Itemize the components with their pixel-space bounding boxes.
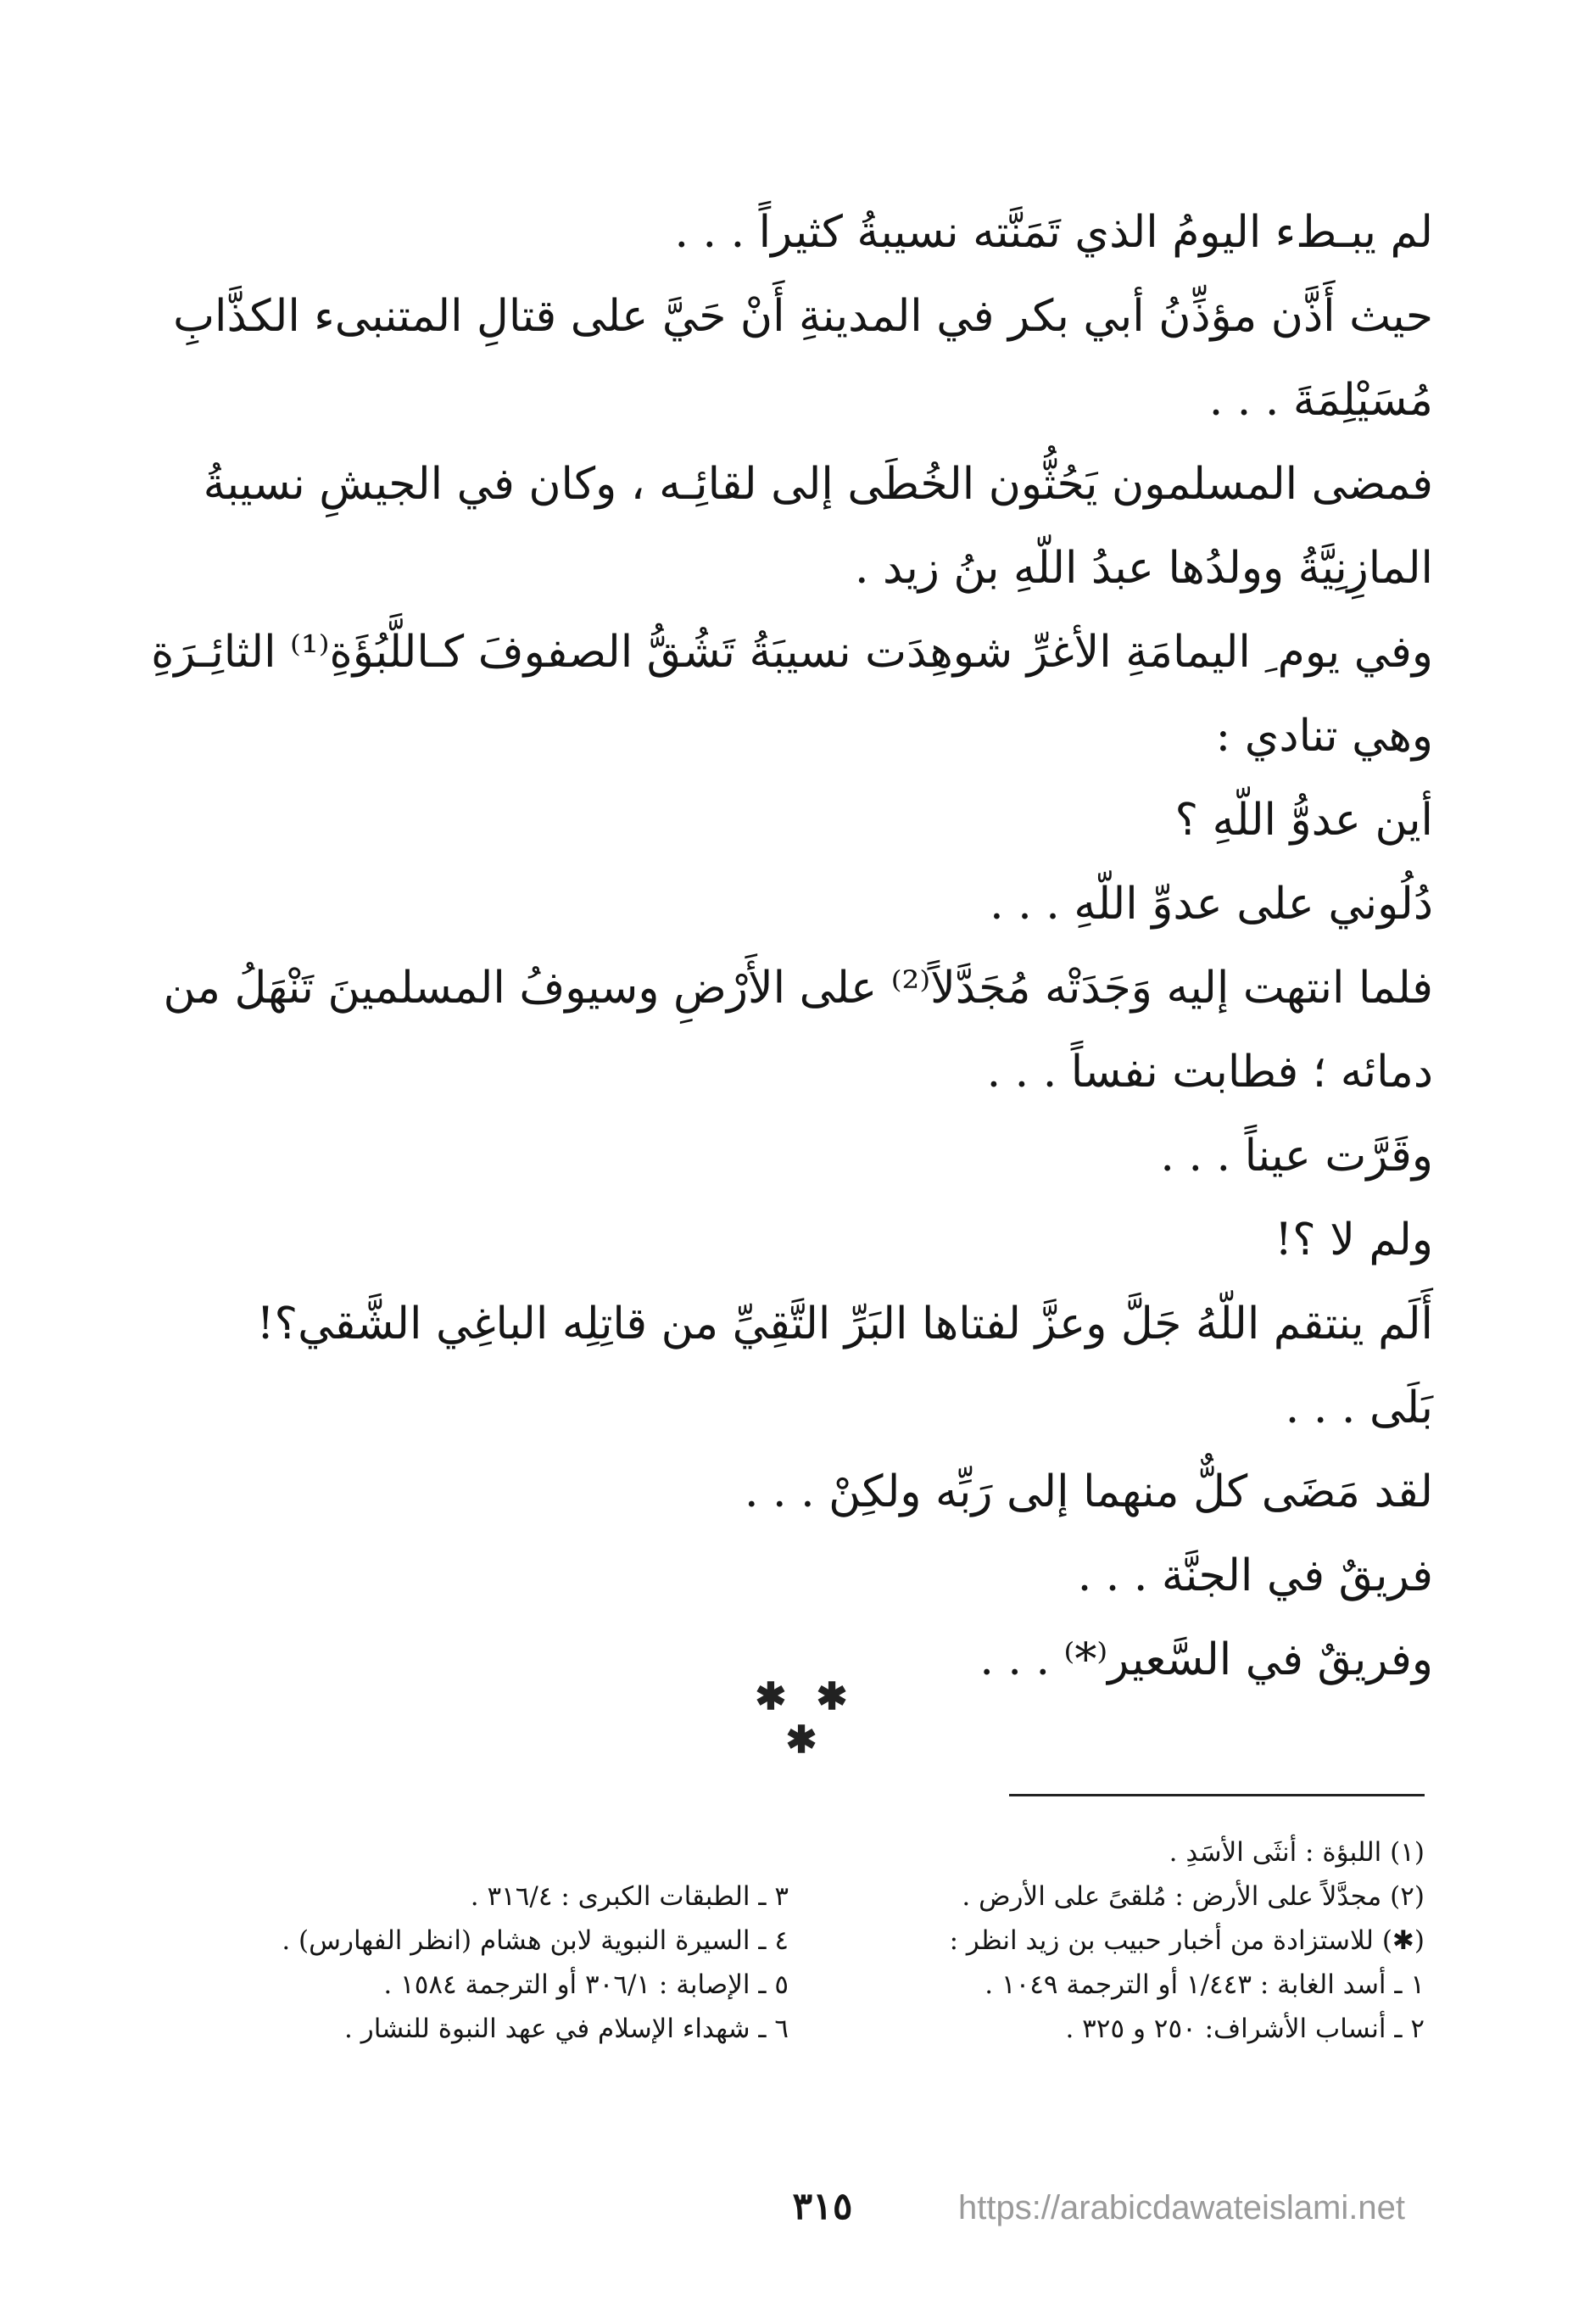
text-line: وفي يوم ِ اليمامَةِ الأغرِّ شوهِدَت نسيبَةُ تَشُقُّ الصفوفَ كـاللَّبُؤَةِ⁽¹⁾ الثائِـرَةِ [151, 627, 1433, 678]
footnote: (✱) للاستزادة من أخبار حبيب بن زيد انظر : [949, 1925, 1425, 1956]
text-line: لم يبـطء اليومُ الذي تَمَنَّته نسيبةُ كثيراً . . . [674, 207, 1433, 258]
section-separator: ✱ ✱ ✱ [755, 1675, 856, 1762]
text-line: فريقٌ في الجنَّة . . . [1077, 1550, 1433, 1601]
footnote: ٢ ـ أنساب الأشراف: ٢٥٠ و ٣٢٥ . [1065, 2014, 1425, 2044]
text-line: لقد مَضَى كلٌّ منهما إلى رَبِّه ولكِنْ . . . [745, 1466, 1433, 1517]
text-line: مُسَيْلِمَةَ . . . [1208, 375, 1433, 426]
text-line: حيث أَذَّن مؤذِّنُ أبي بكر في المدينةِ أَنْ حَيَّ على قتالِ المتنبىء الكذَّابِ [173, 291, 1433, 342]
footnote: ٥ ـ الإصابة : ٣٠٦/١ أو الترجمة ١٥٨٤ . [383, 1969, 789, 2000]
text-line: ولم لا ؟! [1275, 1215, 1433, 1265]
text-line: دمائه ؛ فطابت نفساً . . . [986, 1047, 1433, 1098]
text-line: فلما انتهت إليه وَجَدَتْه مُجَدَّلاً⁽²⁾ على الأَرْضِ وسيوفُ المسلمينَ تَنْهَلُ من [163, 963, 1433, 1014]
footnotes-right-column [831, 1830, 1425, 2051]
text-line: أين عدوُّ اللّهِ ؟ [1174, 795, 1433, 846]
text-line: المازِنِيَّةُ وولدُها عبدُ اللّهِ بنُ زيد . [854, 543, 1433, 594]
text-line: دُلُوني على عدوِّ اللّهِ . . . [990, 879, 1433, 930]
text-line: فمضى المسلمون يَحُثُّون الخُطَى إلى لقائِـه ، وكان في الجيشِ نسيبةُ [203, 459, 1433, 510]
text-line: وفريقٌ في السَّعير⁽*⁾ . . . [979, 1634, 1433, 1685]
main-text [151, 191, 1433, 1702]
footnote: ٦ ـ شهداء الإسلام في عهد النبوة للنشار . [344, 2014, 789, 2044]
text-line: أَلَم ينتقم اللّهُ جَلَّ وعزَّ لفتاها البَرِّ التَّقِيِّ من قاتِلِه الباغِي الشَّقي؟! [256, 1299, 1433, 1349]
footnote: (٢) مجدَّلاً على الأرض : مُلقىً على الأرض . [962, 1881, 1425, 1912]
text-line: وهي تنادي : [1215, 711, 1433, 762]
watermark-url: https://arabicdawateislami.net [958, 2189, 1405, 2226]
page-number: ٣١٥ [792, 2185, 853, 2228]
text-line: بَلَى . . . [1285, 1383, 1433, 1433]
footnote: ٣ ـ الطبقات الكبرى : ٣١٦/٤ . [470, 1881, 789, 1912]
text-line: وقَرَّت عيناً . . . [1160, 1131, 1433, 1182]
footnote: ٤ ـ السيرة النبوية لابن هشام (انظر الفهارس) . [282, 1925, 789, 1956]
footnote: (١) اللبؤة : أنثَى الأسَدِ . [1169, 1837, 1425, 1868]
footnotes-left-column [178, 1874, 789, 2051]
footnote: ١ ـ أسد الغابة : ١/٤٤٣ أو الترجمة ١٠٤٩ . [985, 1969, 1425, 2000]
footnote-rule [1009, 1794, 1425, 1796]
